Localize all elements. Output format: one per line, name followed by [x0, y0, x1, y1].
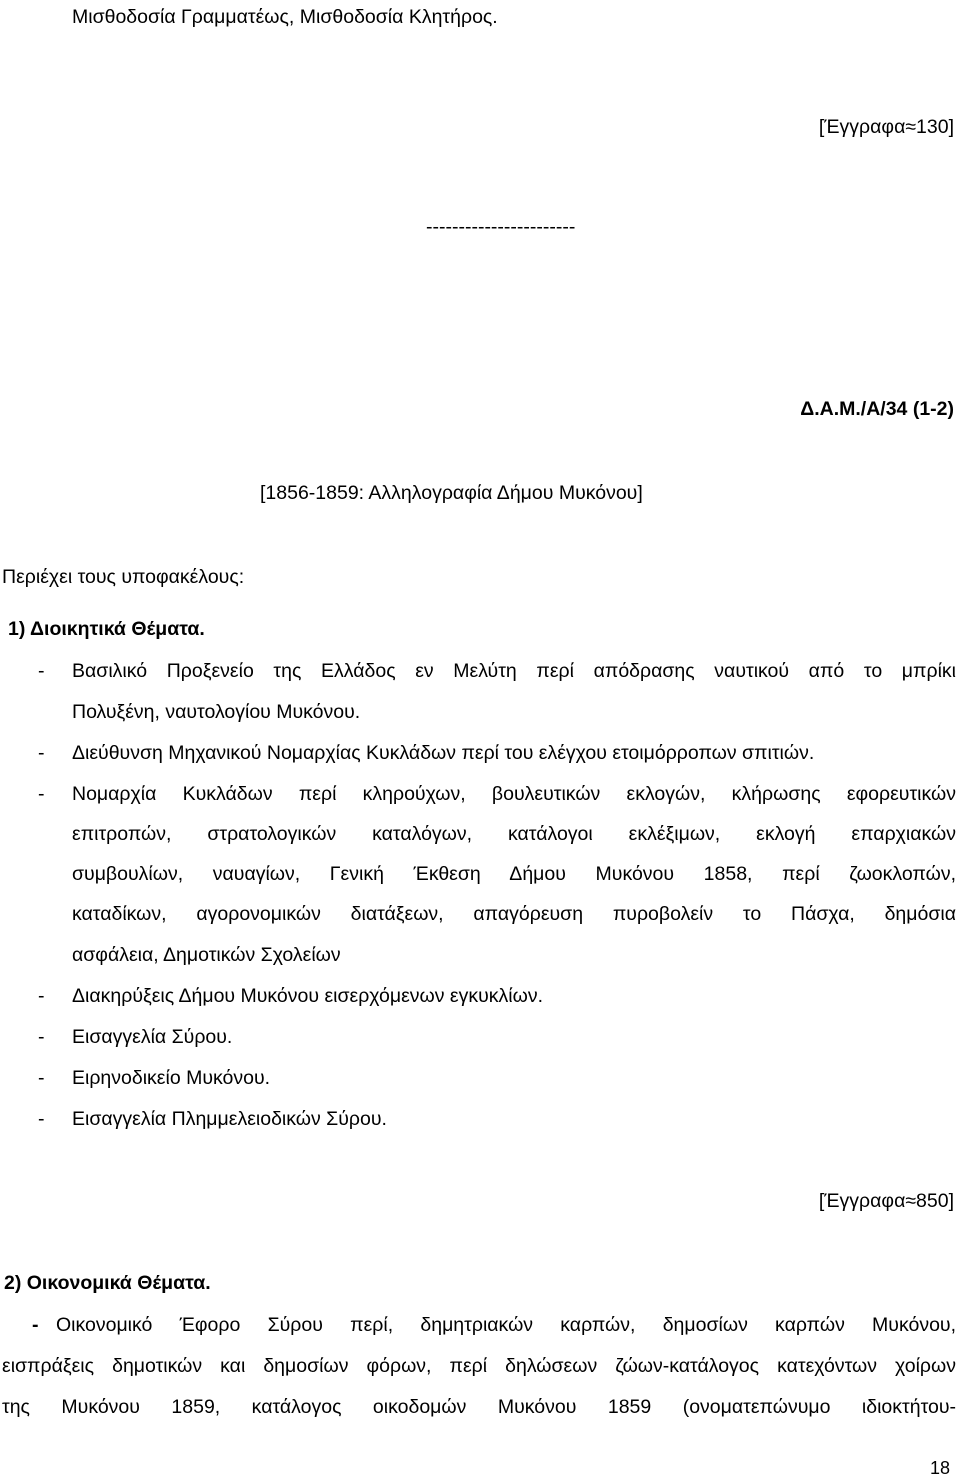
list-dash: -: [32, 1314, 39, 1336]
list-dash: -: [38, 783, 45, 805]
list-item-line: Διεύθυνση Μηχανικού Νομαρχίας Κυκλάδων περί του ελέγχου ετοιμόρροπων σπιτιών.: [72, 742, 815, 764]
list-item-line: Νομαρχία Κυκλάδων περί κληρούχων, βουλευτικών εκλογών, κλήρωσης εφορευτικών: [72, 783, 956, 805]
list-item-line: καταδίκων, αγορονομικών διατάξεων, απαγόρευση πυροβολείν το Πάσχα, δημόσια: [72, 903, 956, 925]
documents-count-1: [Έγγραφα≈130]: [818, 116, 954, 138]
list-dash: -: [38, 742, 45, 764]
list-item-line: Εισαγγελία Πλημμελειοδικών Σύρου.: [72, 1108, 387, 1130]
list-item-line: ασφάλεια, Δημοτικών Σχολείων: [72, 944, 341, 966]
header-line: Μισθοδοσία Γραμματέως, Μισθοδοσία Κλητήρος.: [72, 6, 498, 28]
section-2-line: Οικονομικό Έφορο Σύρου περί, δημητριακών καρπών, δημοσίων καρπών Μυκόνου,: [56, 1314, 956, 1336]
list-dash: -: [38, 1108, 45, 1130]
list-dash: -: [38, 660, 45, 682]
file-title: [1856-1859: Αλληλογραφία Δήμου Μυκόνου]: [260, 482, 643, 504]
list-item-line: Βασιλικό Προξενείο της Ελλάδος εν Μελύτη περί απόδρασης ναυτικού από το μπρίκι: [72, 660, 956, 682]
page-number: 18: [929, 1458, 950, 1478]
list-item-line: επιτροπών, στρατολογικών καταλόγων, κατάλογοι εκλέξιμων, εκλογή επαρχιακών: [72, 823, 956, 845]
list-item-line: Διακηρύξεις Δήμου Μυκόνου εισερχόμενων εγκυκλίων.: [72, 985, 544, 1007]
documents-count-2: [Έγγραφα≈850]: [818, 1190, 954, 1212]
list-dash: -: [38, 1026, 45, 1048]
list-item-line: Εισαγγελία Σύρου.: [72, 1026, 233, 1048]
file-code: Δ.Α.Μ./Α/34 (1-2): [800, 398, 954, 420]
list-dash: -: [38, 1067, 45, 1089]
list-dash: -: [38, 985, 45, 1007]
section-1-heading: 1) Διοικητικά Θέματα.: [8, 618, 205, 640]
separator-line: -----------------------: [426, 216, 576, 238]
list-item-line: συμβουλίων, ναυαγίων, Γενική Έκθεση Δήμου Μυκόνου 1858, περί ζωοκλοπών,: [72, 863, 956, 885]
section-2-line: της Μυκόνου 1859, κατάλογος οικοδομών Μυκόνου 1859 (ονοματεπώνυμο ιδιοκτήτου-: [2, 1396, 956, 1418]
section-2-line: εισπράξεις δημοτικών και δημοσίων φόρων, περί δηλώσεων ζώων-κατάλογος κατεχόντων χοίρων: [2, 1355, 956, 1377]
list-item-line: Πολυξένη, ναυτολογίου Μυκόνου.: [72, 701, 361, 723]
contains-label: Περιέχει τους υποφακέλους:: [2, 566, 245, 588]
list-item-line: Ειρηνοδικείο Μυκόνου.: [72, 1067, 271, 1089]
section-2-heading: 2) Οικονομικά Θέματα.: [4, 1272, 211, 1294]
